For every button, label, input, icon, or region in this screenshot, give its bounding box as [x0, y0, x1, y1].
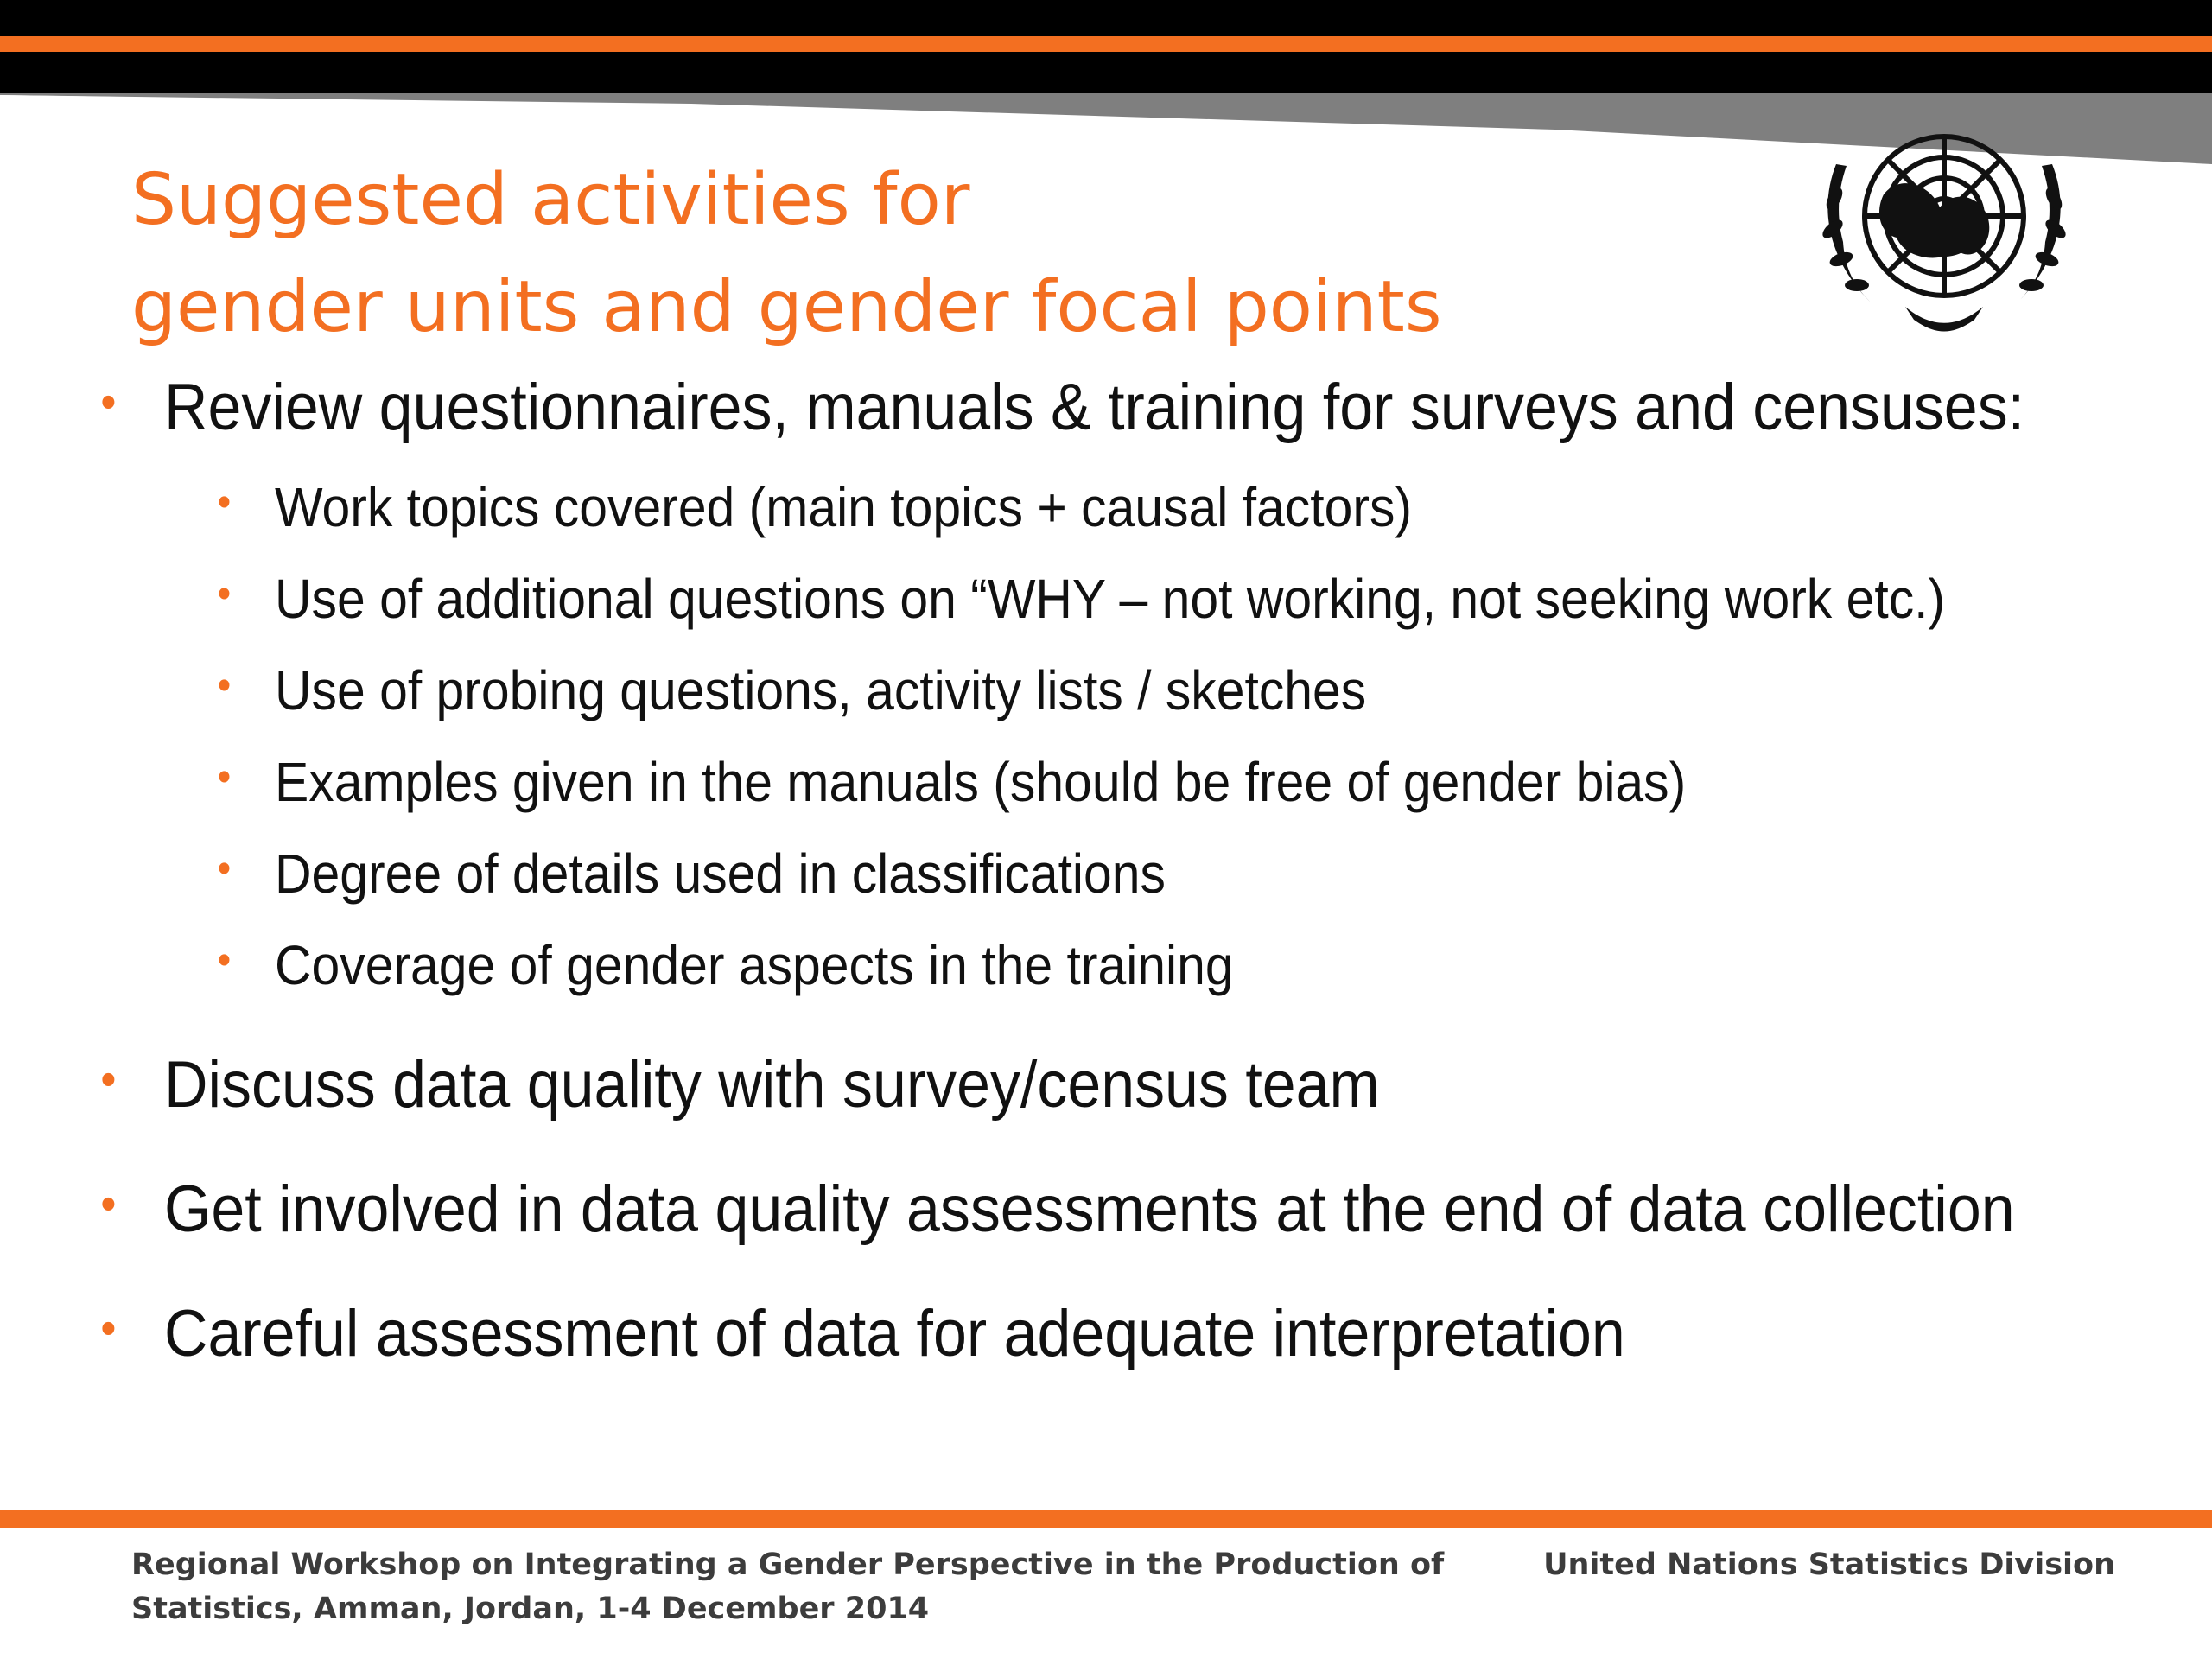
sub-bullet-text: Coverage of gender aspects in the training	[275, 934, 1234, 996]
bullet-item	[100, 370, 2025, 445]
footer-event	[131, 1543, 1445, 1631]
un-emblem-icon	[1802, 112, 2087, 346]
bullet-marker: •	[100, 374, 117, 429]
bullet-marker: •	[217, 571, 232, 617]
bullet-text: Careful assessment of data for adequate interpretation	[164, 1297, 1625, 1370]
sub-bullet-item	[217, 750, 1687, 814]
bullet-marker: •	[100, 1300, 117, 1355]
sub-bullet-item	[217, 842, 1166, 906]
footer-event-line-2: Statistics, Amman, Jordan, 1-4 December 2014	[131, 1592, 930, 1626]
bullet-item	[100, 1047, 1380, 1122]
bullet-marker: •	[217, 846, 232, 892]
bullet-marker: •	[217, 938, 232, 983]
slide-title	[131, 147, 1773, 361]
footer-organization: United Nations Statistics Division	[1543, 1548, 2115, 1582]
bullet-marker: •	[217, 480, 232, 525]
bullet-marker: •	[100, 1052, 117, 1106]
footer-accent-bar	[0, 1510, 2212, 1528]
sub-bullet-text: Degree of details used in classifications	[275, 842, 1166, 905]
bullet-marker: •	[100, 1176, 117, 1230]
footer-event-line-1: Regional Workshop on Integrating a Gender Perspective in the Production of	[131, 1548, 1445, 1582]
sub-bullet-text: Use of additional questions on “WHY – not working, not seeking work etc.)	[275, 568, 1946, 630]
sub-bullet-item	[217, 567, 1946, 631]
bullet-text: Get involved in data quality assessments at the end of data collection	[164, 1173, 2015, 1246]
sub-bullet-item	[217, 933, 1234, 997]
sub-bullet-item	[217, 658, 1367, 722]
bullet-marker: •	[217, 663, 232, 709]
sub-bullet-item	[217, 475, 1413, 539]
bullet-item	[100, 1296, 1625, 1371]
bullet-text: Review questionnaires, manuals & training for surveys and censuses:	[164, 371, 2025, 444]
bullet-marker: •	[217, 754, 232, 800]
sub-bullet-text: Work topics covered (main topics + causal factors)	[275, 476, 1413, 538]
slide-title-line-1: Suggested activities for	[131, 159, 970, 241]
sub-bullet-text: Examples given in the manuals (should be free of gender bias)	[275, 751, 1687, 813]
bullet-item	[100, 1172, 2015, 1247]
sub-bullet-text: Use of probing questions, activity lists / sketches	[275, 659, 1367, 721]
slide-title-line-2: gender units and gender focal points	[131, 266, 1442, 348]
bullet-text: Discuss data quality with survey/census team	[164, 1048, 1380, 1122]
